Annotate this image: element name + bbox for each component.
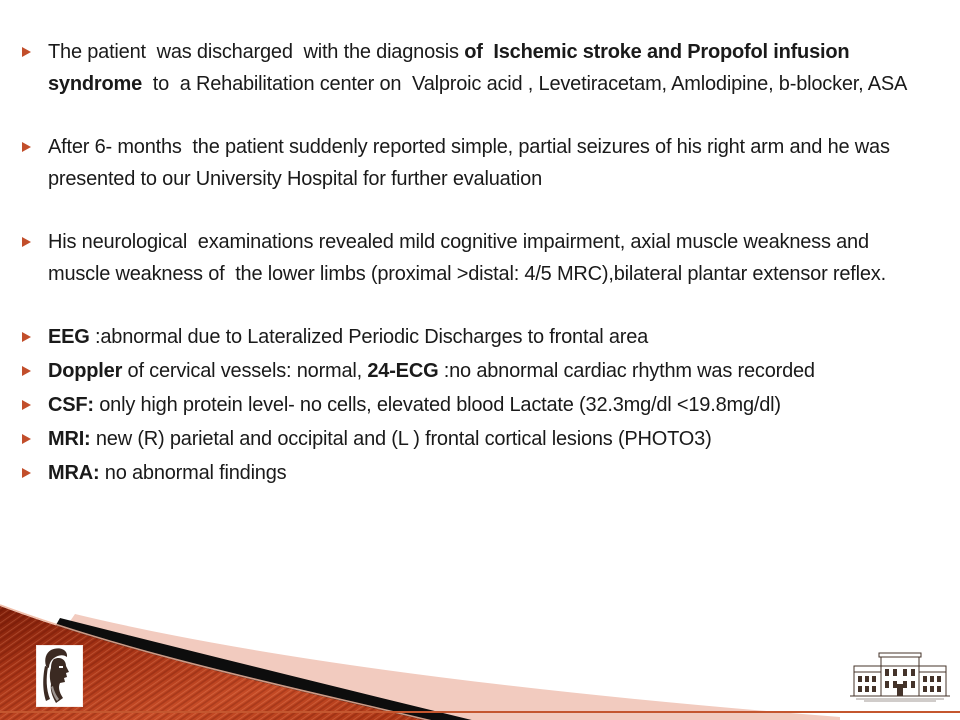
bullet-text: Doppler of cervical vessels: normal, 24-ECG :no abnormal cardiac rhythm was recorded	[48, 360, 815, 382]
bullet-text: EEG :abnormal due to Lateralized Periodic Discharges to frontal area	[48, 326, 649, 348]
bullet-item	[48, 457, 932, 489]
hospital-building-sketch	[850, 648, 950, 704]
bullet-arrow-icon	[22, 332, 31, 342]
bullet-text: MRA: no abnormal findings	[48, 462, 287, 484]
bullet-arrow-icon	[22, 237, 31, 247]
bullet-arrow-icon	[22, 400, 31, 410]
bullet-item	[48, 355, 932, 387]
pink-stripe-shape	[0, 614, 840, 720]
bullet-arrow-icon	[22, 366, 31, 376]
bullet-item	[48, 423, 932, 455]
bullet-arrow-icon	[22, 142, 31, 152]
bullet-text: CSF: only high protein level- no cells, elevated blood Lactate (32.3mg/dl <19.8mg/dl)	[48, 394, 781, 416]
university-athena-logo	[37, 646, 82, 706]
bullet-text: The patient was discharged with the diagnosis of Ischemic stroke and Propofol infusion syndrome to a Rehabilitation center on Valproic acid , Levetiracetam, Amlodipine, b-blocker, ASA	[48, 41, 908, 95]
bullet-arrow-icon	[22, 434, 31, 444]
bullet-arrow-icon	[22, 47, 31, 57]
bullet-item	[48, 321, 932, 353]
building-sketch-icon	[850, 648, 950, 704]
bullet-text: His neurological examinations revealed mild cognitive impairment, axial muscle weakness and muscle weakness of the lower limbs (proximal >distal: 4/5 MRC),bilateral plantar extensor reflex.	[48, 231, 886, 285]
bullet-item	[48, 36, 932, 100]
bullet-item	[48, 389, 932, 421]
athena-head-icon	[37, 646, 82, 706]
bullet-text: After 6- months the patient suddenly reported simple, partial seizures of his right arm and he was presented to our University Hospital for further evaluation	[48, 136, 901, 190]
bullet-text: MRI: new (R) parietal and occipital and (L ) frontal cortical lesions (PHOTO3)	[48, 428, 712, 450]
bullet-item	[48, 131, 932, 195]
bullet-item	[48, 226, 932, 290]
bullet-arrow-icon	[22, 468, 31, 478]
footer-baseline	[0, 711, 960, 713]
